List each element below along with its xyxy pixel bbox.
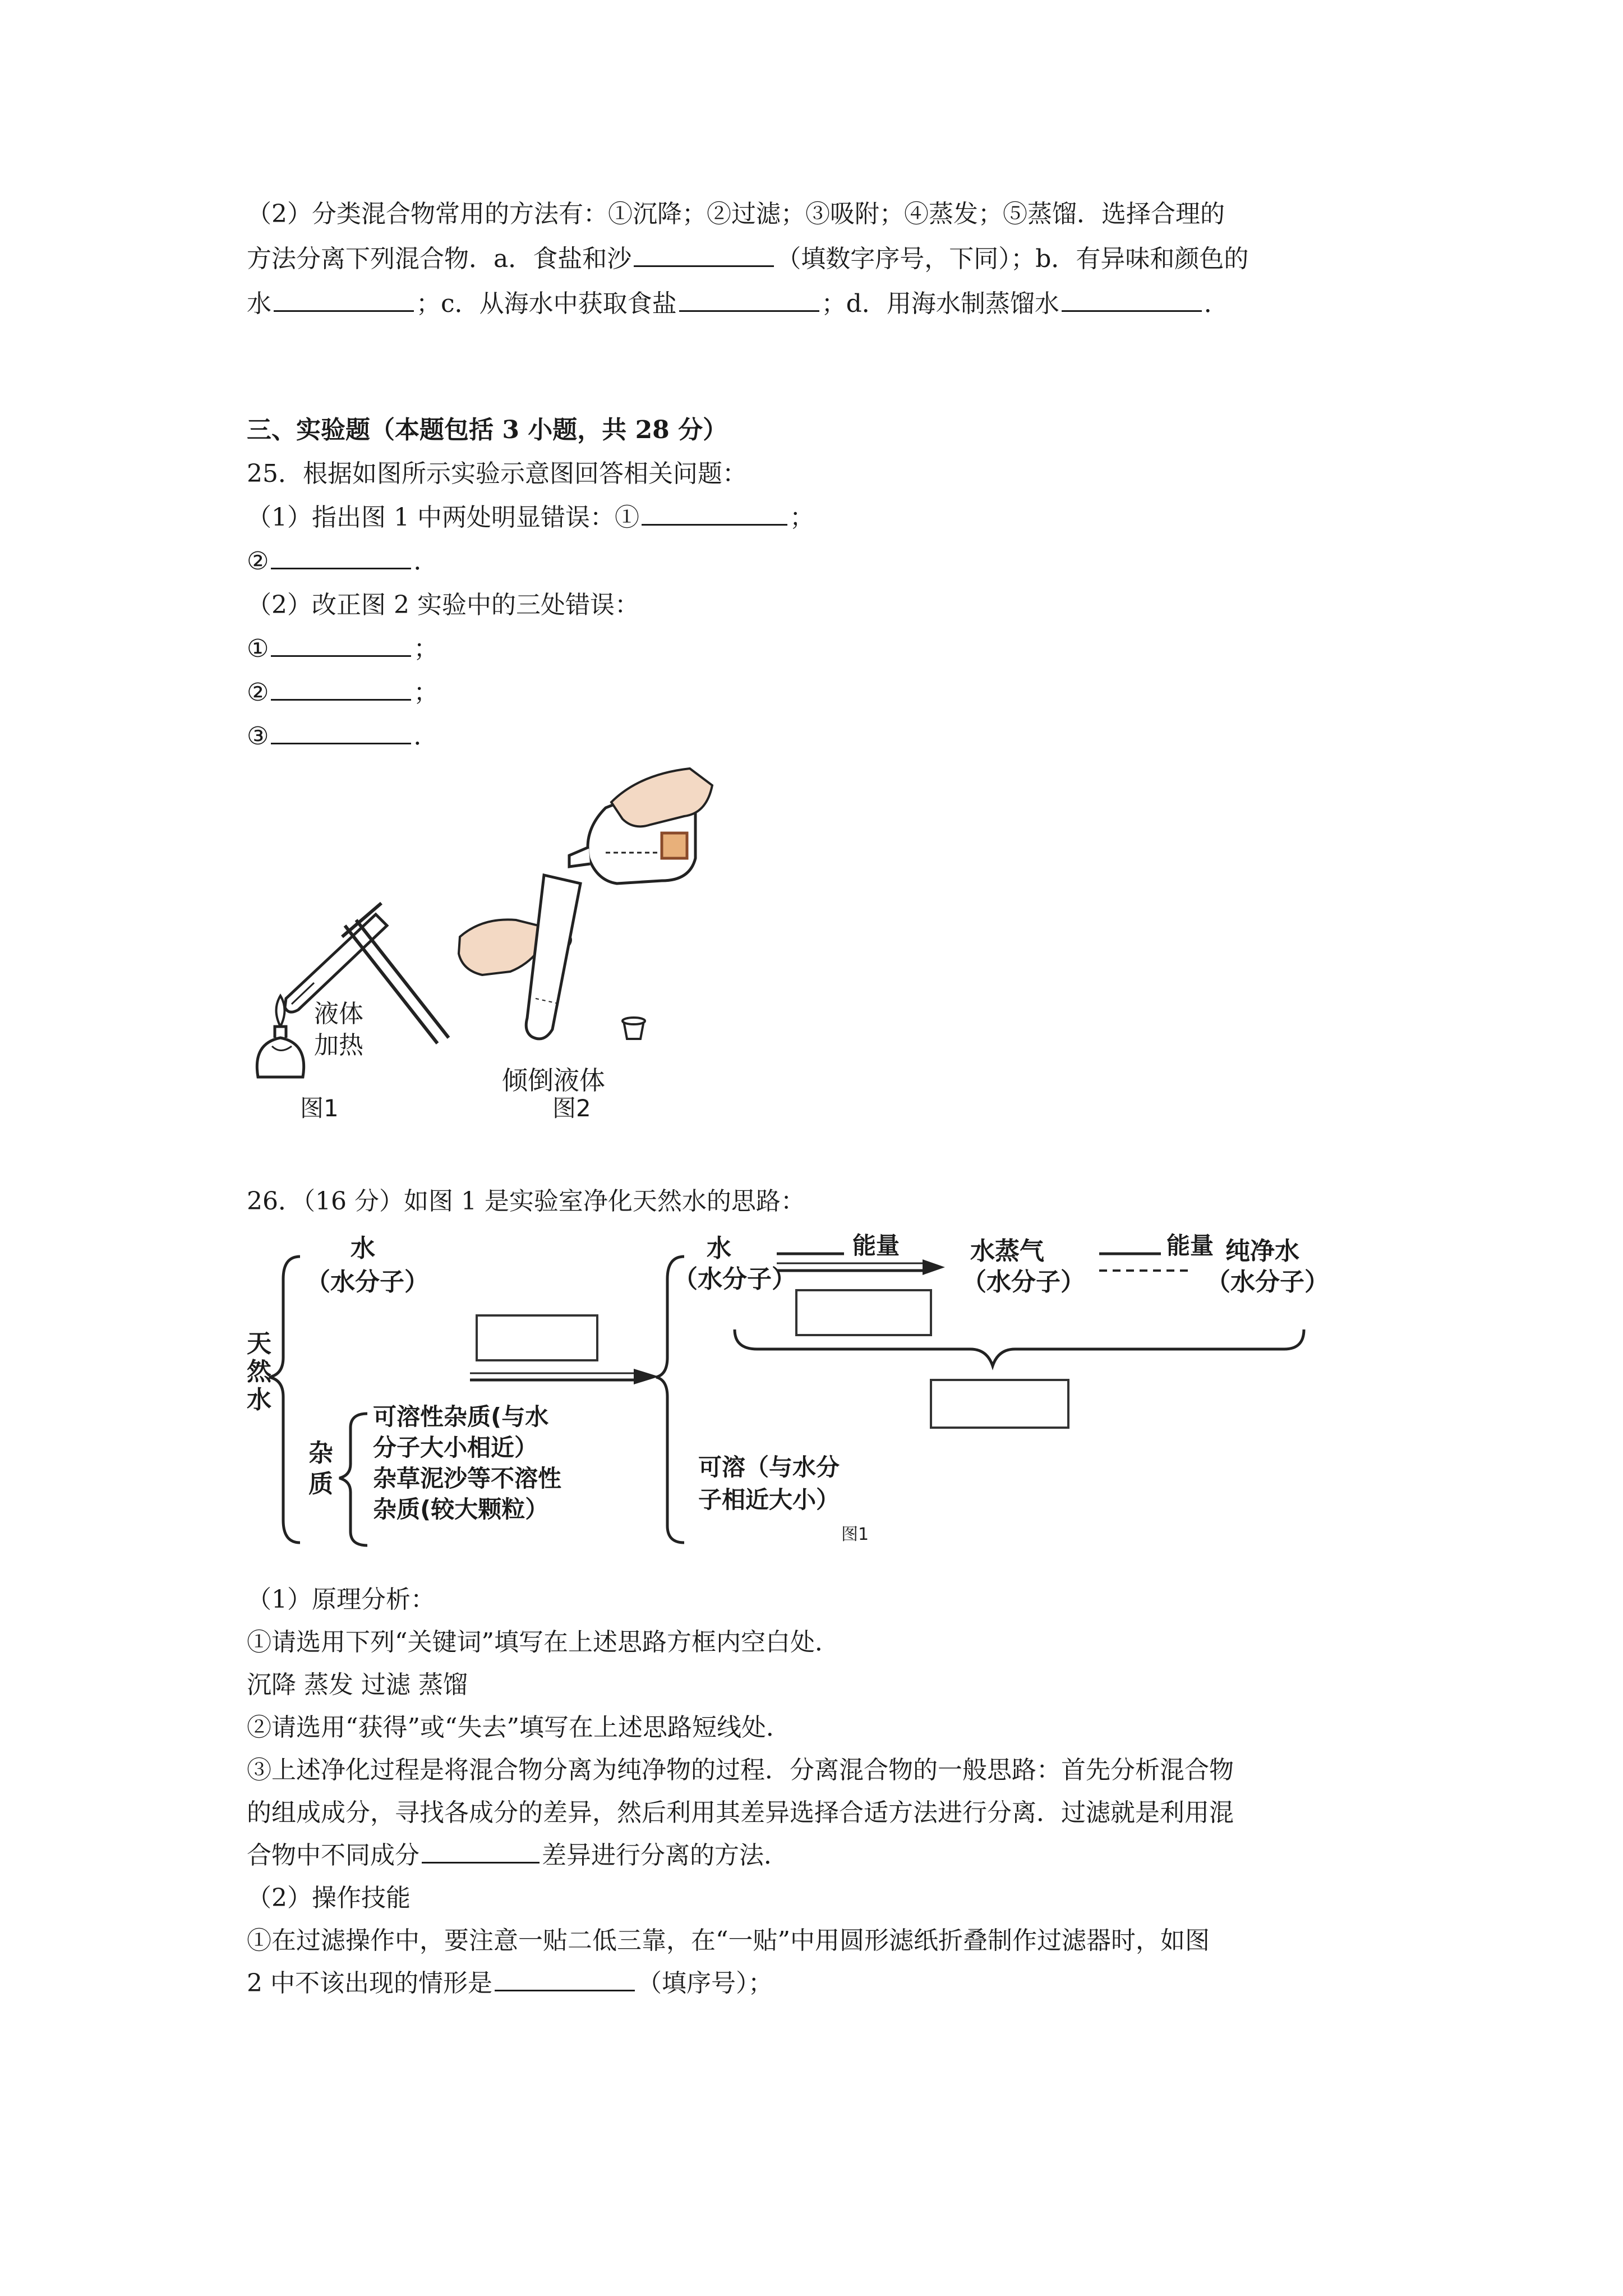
- process-arrow-1-head: [634, 1369, 659, 1384]
- answer-blank-a[interactable]: [634, 243, 774, 267]
- q26-part1-3a: ③上述净化过程是将混合物分离为纯净物的过程．分离混合物的一般思路：首先分析混合物: [247, 1756, 1234, 1784]
- fig2-caption: 图2: [552, 1094, 591, 1122]
- natural-water-char-3: 水: [247, 1386, 271, 1414]
- soluble-right-line2: 子相近大小）: [698, 1486, 840, 1513]
- q26-part1-3d-text: 差异进行分离的方法．: [542, 1841, 789, 1870]
- q26-part1: （1）原理分析：: [247, 1585, 435, 1614]
- diagram-caption: 图1: [841, 1525, 869, 1544]
- bottle-stopper-illustration: [623, 1018, 645, 1039]
- q24-line3-text-d: ；d．用海水制蒸馏水: [821, 289, 1059, 318]
- q25-part1-b: [247, 545, 438, 578]
- fig2-label: 倾倒液体: [502, 1065, 605, 1096]
- impurity-brace: [339, 1414, 367, 1545]
- q25-part1-b-end: ．: [413, 547, 439, 576]
- vapor-molecule-label: （水分子）: [962, 1268, 1085, 1296]
- answer-blank-q25-2c[interactable]: [271, 720, 411, 744]
- q26-part2-1b: [247, 1967, 773, 2000]
- insoluble-impurity-line2: 杂质(较大颗粒）: [373, 1496, 549, 1523]
- q25-item-2-end: ；: [413, 678, 439, 707]
- q24-line1: （2）分类混合物常用的方法有：①沉降；②过滤；③吸附；④蒸发；⑤蒸馏．选择合理的: [247, 200, 1225, 228]
- energy-label-1: 能量: [852, 1232, 900, 1259]
- pure-water-label: 纯净水: [1225, 1237, 1299, 1266]
- q25-part1: [247, 501, 814, 535]
- impurity-char-1: 杂: [308, 1439, 333, 1467]
- q26-part1-3b: 的组成成分，寻找各成分的差异，然后利用其差异选择合适方法进行分离．过滤就是利用混: [247, 1798, 1234, 1827]
- q26-part1-1: ①请选用下列“关键词”填写在上述思路方框内空白处．: [247, 1628, 840, 1657]
- answer-blank-q25-2b[interactable]: [271, 677, 411, 701]
- q25-part2: （2）改正图 2 实验中的三处错误：: [247, 591, 639, 619]
- answer-box-2[interactable]: [796, 1290, 931, 1335]
- vapor-label: 水蒸气: [970, 1237, 1044, 1266]
- answer-blank-c[interactable]: [679, 288, 819, 312]
- q26-stem: 26．（16 分）如图 1 是实验室净化天然水的思路：: [247, 1187, 805, 1216]
- q24-line3-end: ．: [1204, 289, 1229, 318]
- q24-line3-text-c: ；c．从海水中获取食盐: [416, 289, 677, 318]
- q24-line2-text-b: （填数字序号，下同）；b．有异味和颜色的: [776, 245, 1249, 273]
- answer-blank-q26-difference[interactable]: [422, 1839, 540, 1864]
- water-molecule-label: （水分子）: [306, 1268, 429, 1296]
- q24-line2: [247, 242, 1248, 276]
- answer-box-3[interactable]: [931, 1380, 1068, 1428]
- q25-item-2: [247, 676, 438, 710]
- purification-diagram: [247, 1228, 1335, 1565]
- right-water-molecule-label: （水分子）: [673, 1265, 796, 1294]
- soluble-impurity-line1: 可溶性杂质(与水: [373, 1403, 549, 1430]
- q25-figure: [247, 763, 808, 1144]
- fig1-label-1: 液体: [314, 1000, 363, 1028]
- receiving-test-tube-illustration: [526, 875, 580, 1039]
- energy-arrow-1-head: [923, 1259, 945, 1275]
- soluble-right-line1: 可溶（与水分: [698, 1453, 840, 1481]
- water-label: 水: [351, 1234, 375, 1263]
- q25-item-3-end: ．: [413, 722, 439, 751]
- test-tube-illustration: [285, 914, 387, 1012]
- q25-item-1: [247, 632, 438, 666]
- q24-line2-text: 方法分离下列混合物．a．食盐和沙: [247, 245, 632, 273]
- q25-item-3-mark: ③: [247, 722, 269, 751]
- natural-water-char-2: 然: [247, 1358, 271, 1386]
- answer-box-1[interactable]: [477, 1315, 597, 1360]
- q25-part1-text: （1）指出图 1 中两处明显错误：①: [247, 503, 639, 532]
- hand-on-bottle-illustration: [611, 769, 712, 826]
- q25-item-2-mark: ②: [247, 678, 269, 707]
- q26-part1-3c-text: 合物中不同成分: [247, 1841, 419, 1870]
- q25-part1-b-mark: ②: [247, 547, 269, 576]
- left-brace: [269, 1257, 300, 1543]
- answer-blank-q25-2a[interactable]: [271, 633, 411, 657]
- q26-part1-2: ②请选用“获得”或“失去”填写在上述思路短线处．: [247, 1713, 791, 1742]
- answer-blank-q25-1b[interactable]: [271, 545, 411, 569]
- impurity-char-2: 质: [308, 1470, 333, 1498]
- answer-blank-b[interactable]: [274, 288, 414, 312]
- q25-item-1-mark: ①: [247, 634, 269, 663]
- right-brace: [656, 1257, 684, 1543]
- q25-part1-end: ；: [789, 503, 814, 532]
- answer-blank-q25-1a[interactable]: [642, 501, 787, 526]
- natural-water-char-1: 天: [247, 1329, 271, 1358]
- answer-blank-d[interactable]: [1062, 288, 1202, 312]
- q24-line3: [247, 287, 1229, 321]
- fig1-label-2: 加热: [314, 1031, 363, 1060]
- energy-label-2: 能量: [1166, 1232, 1214, 1259]
- right-water-label: 水: [707, 1234, 731, 1263]
- q26-part2-1b-text: 2 中不该出现的情形是: [247, 1969, 492, 1998]
- q26-keywords: 沉降 蒸发 过滤 蒸馏: [247, 1671, 468, 1699]
- soluble-impurity-line2: 分子大小相近）: [373, 1434, 538, 1461]
- insoluble-impurity-line1: 杂草泥沙等不溶性: [373, 1465, 562, 1492]
- q25-item-1-end: ；: [413, 634, 439, 663]
- section-heading: 三、实验题（本题包括 3 小题，共 28 分）: [247, 416, 728, 444]
- q26-part2: （2）操作技能: [247, 1884, 411, 1912]
- q25-item-3: [247, 720, 438, 753]
- q24-line3-text: 水: [247, 289, 271, 318]
- q26-part2-1c-text: （填序号）；: [637, 1969, 773, 1998]
- q26-part1-3c: [247, 1839, 789, 1872]
- pure-water-molecule-label: （水分子）: [1206, 1268, 1329, 1296]
- answer-blank-q26-filter[interactable]: [495, 1967, 635, 1991]
- q25-stem: 25．根据如图所示实验示意图回答相关问题：: [247, 459, 747, 488]
- q26-part2-1a: ①在过滤操作中，要注意一贴二低三靠，在“一贴”中用圆形滤纸折叠制作过滤器时，如图: [247, 1926, 1210, 1955]
- fig1-caption: 图1: [300, 1094, 339, 1122]
